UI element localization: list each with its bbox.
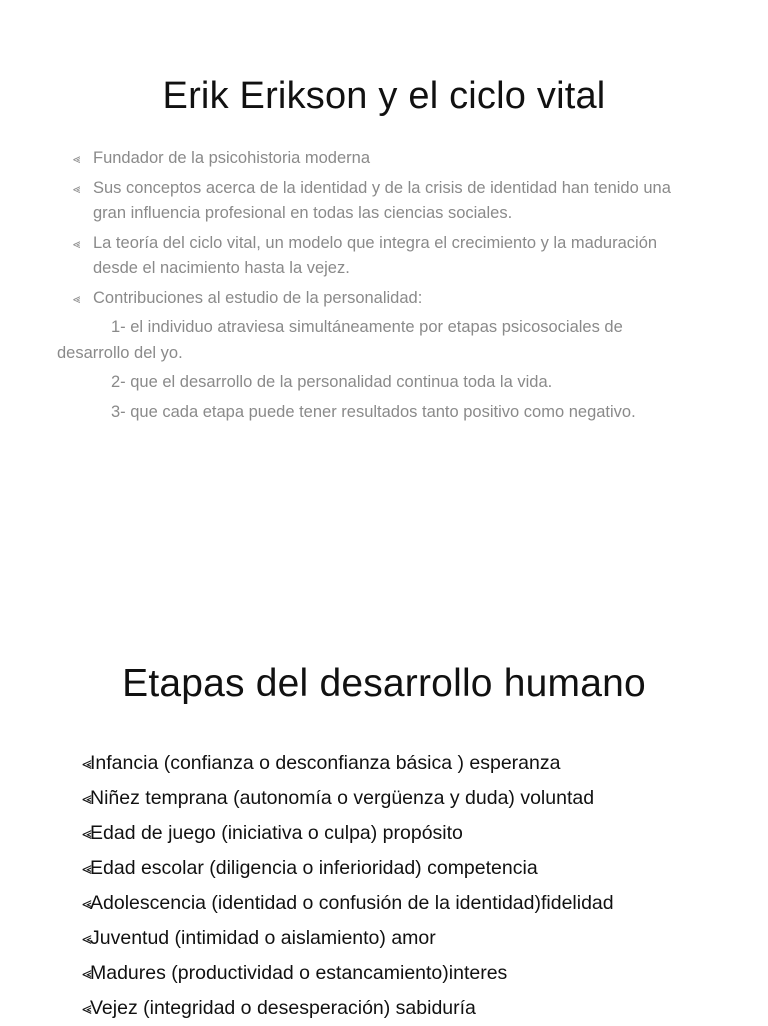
arrow-bullet-icon: ⪡ (73, 180, 81, 196)
stage-text: Madures (productividad o estancamiento)interes (90, 962, 508, 984)
list-item (0, 816, 768, 851)
arrow-bullet-icon: ⪡ (82, 754, 92, 773)
bullet-item (73, 286, 673, 312)
list-item (0, 781, 768, 816)
stage-text: Infancia (confianza o desconfianza básica ) esperanza (90, 752, 561, 774)
bullet-item (73, 146, 673, 172)
slide-1-title: Erik Erikson y el ciclo vital (162, 75, 606, 117)
bullet-text: La teoría del ciclo vital, un modelo que integra el crecimiento y la maduración desde el nacimiento hasta la vejez. (93, 233, 658, 277)
contribution-item: 3- que cada etapa puede tener resultados tanto positivo como negativo. (111, 402, 636, 421)
list-item (0, 886, 768, 921)
stage-text: Adolescencia (identidad o confusión de la identidad)fidelidad (90, 892, 614, 914)
bullet-item (73, 176, 673, 227)
contribution-item: 1- el individuo atraviesa simultáneamente por etapas psicosociales de desarrollo del yo. (57, 318, 623, 362)
contribution-item: 2- que el desarrollo de la personalidad continua toda la vida. (111, 373, 553, 391)
arrow-bullet-icon: ⪡ (82, 824, 92, 843)
stage-text: Edad de juego (iniciativa o culpa) propósito (90, 822, 463, 844)
stage-text: Niñez temprana (autonomía o vergüenza y duda) voluntad (90, 787, 595, 809)
arrow-bullet-icon: ⪡ (82, 999, 92, 1018)
arrow-bullet-icon: ⪡ (73, 290, 81, 306)
bullet-item (73, 231, 673, 282)
stage-text: Edad escolar (diligencia o inferioridad) competencia (90, 857, 538, 879)
stage-text: Juventud (intimidad o aislamiento) amor (90, 927, 436, 949)
arrow-bullet-icon: ⪡ (73, 235, 81, 251)
stages-list (0, 746, 768, 1026)
bullet-text: Fundador de la psicohistoria moderna (93, 149, 370, 167)
list-item (0, 746, 768, 781)
list-item (0, 921, 768, 956)
arrow-bullet-icon: ⪡ (82, 789, 92, 808)
list-item (0, 851, 768, 886)
slide-2 (0, 640, 768, 1024)
list-item (0, 991, 768, 1026)
arrow-bullet-icon: ⪡ (82, 859, 92, 878)
arrow-bullet-icon: ⪡ (82, 929, 92, 948)
arrow-bullet-icon: ⪡ (82, 964, 92, 983)
arrow-bullet-icon: ⪡ (82, 894, 92, 913)
stage-text: Vejez (integridad o desesperación) sabiduría (90, 997, 476, 1019)
slide-2-title: Etapas del desarrollo humano (122, 662, 646, 705)
arrow-bullet-icon: ⪡ (73, 151, 81, 166)
list-item (0, 956, 768, 991)
slide-1-body (0, 146, 768, 429)
bullet-text: Sus conceptos acerca de la identidad y de la crisis de identidad han tenido una gran influencia profesional en todas las ciencias sociales. (93, 178, 671, 222)
bullet-text: Contribuciones al estudio de la personalidad: (93, 288, 423, 307)
